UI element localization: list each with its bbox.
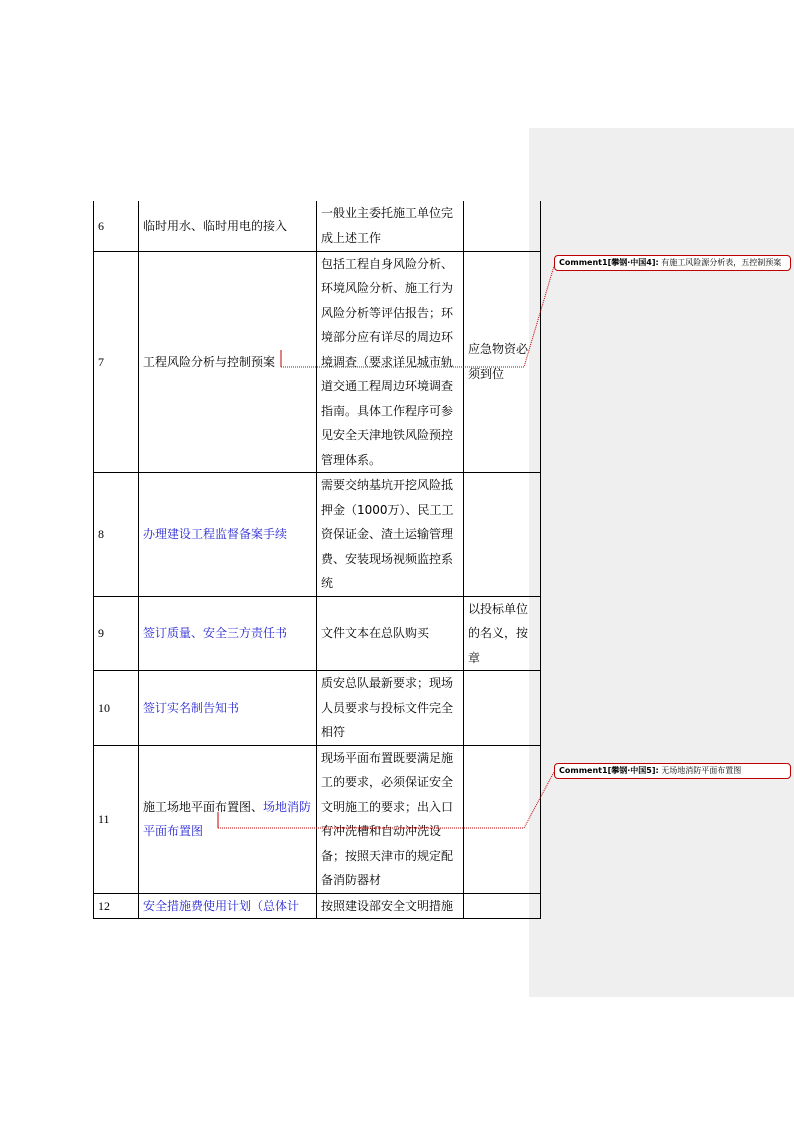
item-link[interactable]: 办理建设工程监督备案手续 [143, 527, 288, 541]
comment-text: 无场地消防平面布置图 [661, 766, 742, 775]
note-text: 一般业主委托施工单位完成上述工作 [321, 206, 454, 245]
item-link[interactable]: 安全措施费使用计划（总体计 [143, 898, 300, 913]
row-number: 9 [94, 596, 139, 671]
row-number: 12 [94, 893, 139, 919]
note-text: 质安总队最新要求；现场人员要求与投标文件完全相符 [321, 676, 454, 739]
row-number: 8 [94, 473, 139, 597]
item-text: 工程风险分析与控制预案 [143, 354, 276, 369]
item-link[interactable]: 签订质量、安全三方责任书 [143, 626, 288, 640]
comment-text: 有施工风险源分析表，五控制预案 [661, 258, 782, 267]
remark-text: 以投标单位的名义，按章 [468, 601, 529, 665]
row-number: 11 [94, 745, 139, 893]
comment-label: Comment1 [559, 766, 608, 775]
note-text: 文件文本在总队购买 [321, 626, 430, 640]
comment-author: [攀钢·中国4]: [607, 258, 659, 267]
row-number: 10 [94, 671, 139, 746]
item-text: 施工场地平面布置图、 [143, 799, 264, 814]
row-number: 6 [94, 201, 139, 251]
remark-text: 应急物资必须到位 [468, 342, 529, 381]
comment-connector-2 [218, 772, 554, 828]
comment-connector-1 [281, 266, 554, 367]
note-text: 按照建设部安全文明措施 [321, 898, 454, 913]
item-text: 临时用水、临时用电的接入 [143, 218, 288, 233]
item-link[interactable]: 签订实名制告知书 [143, 700, 240, 715]
row-number: 7 [94, 251, 139, 473]
note-text: 包括工程自身风险分析、环境风险分析、施工行为风险分析等评估报告；环境部分应有详尽的周边环境调查（要求详见城市轨道交通工程周边环境调查指南。具体工作程序可参见安全天津地铁风险预控管理体系。 [321, 256, 454, 467]
note-text: 需要交纳基坑开挖风险抵押金（1000万）、民工工资保证金、渣土运输管理费、安装现场视频监控系统 [321, 478, 454, 590]
comment-author: [攀钢·中国5]: [607, 766, 659, 775]
item-link[interactable]: 场地消防平面布置图 [143, 799, 312, 838]
comment-label: Comment1 [559, 258, 608, 267]
note-text: 现场平面布置既要满足施工的要求，必须保证安全文明施工的要求；出入口有冲洗槽和自动冲洗设备；按照天津市的规定配备消防器材 [321, 750, 454, 887]
